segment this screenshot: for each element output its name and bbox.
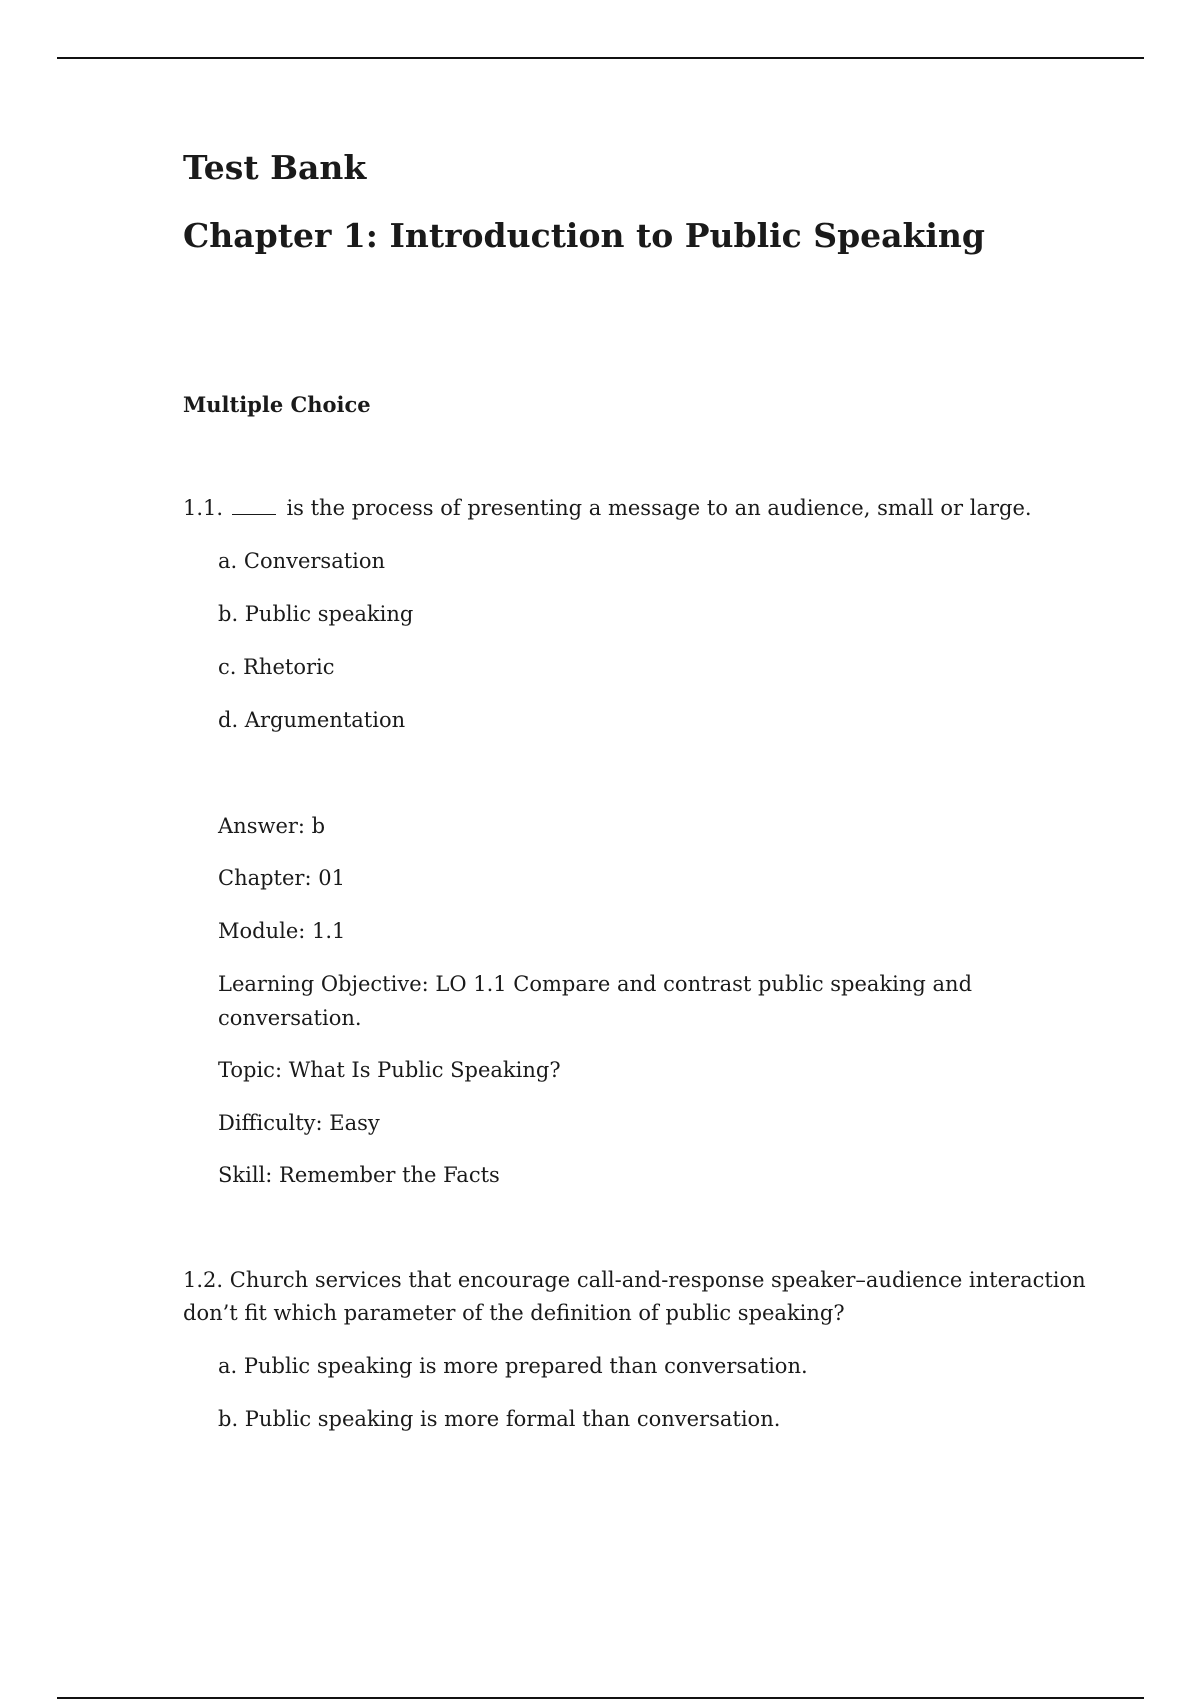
question-stem: is the process of presenting a message to an audience, small or large. [286, 496, 1032, 520]
header-rule [57, 57, 1144, 59]
option-a: a. Conversation [218, 549, 386, 573]
skill-meta: Skill: Remember the Facts [218, 1163, 500, 1187]
question-1-2-line-2: don’t fit which parameter of the definition of public speaking? [183, 1301, 845, 1325]
chapter-meta: Chapter: 01 [218, 866, 345, 890]
topic-meta: Topic: What Is Public Speaking? [218, 1058, 561, 1082]
option-a: a. Public speaking is more prepared than conversation. [218, 1354, 808, 1378]
question-1-1 [183, 492, 1032, 525]
document-title: Test Bank [183, 148, 367, 187]
answer: Answer: b [218, 814, 326, 838]
option-d: d. Argumentation [218, 708, 406, 732]
option-c: c. Rhetoric [218, 655, 335, 679]
footer-rule [57, 1697, 1144, 1699]
chapter-title: Chapter 1: Introduction to Public Speaking [183, 216, 985, 255]
learning-objective-line-2: conversation. [218, 1006, 362, 1030]
question-1-2-line-1: 1.2. Church services that encourage call-and-response speaker–audience interaction [183, 1268, 1086, 1292]
module-meta: Module: 1.1 [218, 919, 346, 943]
question-number: 1.1. [183, 496, 224, 520]
section-heading: Multiple Choice [183, 392, 371, 417]
fill-in-blank [232, 500, 276, 515]
option-b: b. Public speaking [218, 602, 414, 626]
option-b: b. Public speaking is more formal than conversation. [218, 1407, 781, 1431]
difficulty-meta: Difficulty: Easy [218, 1111, 380, 1135]
learning-objective-line-1: Learning Objective: LO 1.1 Compare and contrast public speaking and [218, 972, 973, 996]
